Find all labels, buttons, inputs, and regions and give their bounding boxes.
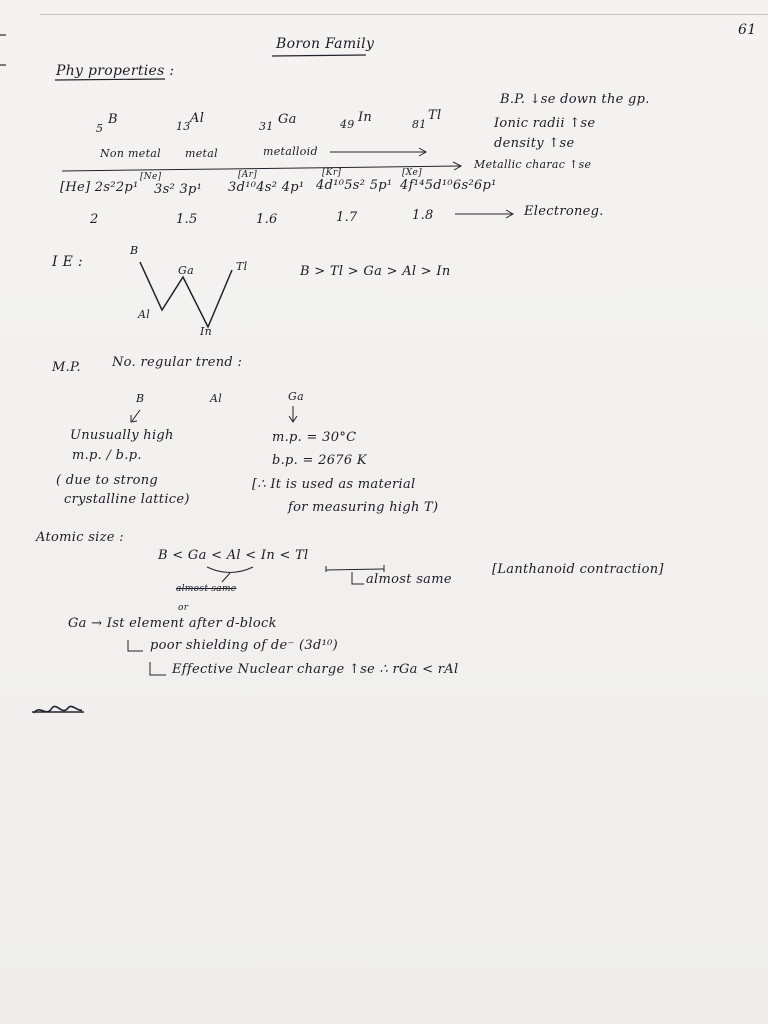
- lanthanoid-note: [Lanthanoid contraction]: [492, 562, 664, 577]
- atomic-number: 13: [176, 120, 191, 133]
- config-al: 3s² 3p¹: [154, 182, 203, 197]
- atomic-number: 31: [259, 120, 274, 133]
- mp-b-line2: m.p. / b.p.: [72, 448, 142, 463]
- trend-item: density ↑se: [494, 136, 575, 151]
- ga-note-1: Ga → Ist element after d-block: [68, 616, 277, 631]
- electroneg-value: 2: [90, 212, 99, 227]
- config-core: [Xe]: [402, 168, 422, 178]
- atomic-size-order: B < Ga < Al < In < Tl: [158, 548, 309, 563]
- ie-point-ga: Ga: [178, 264, 194, 277]
- ie-point-tl: Tl: [236, 260, 248, 273]
- element-symbol: Al: [190, 111, 205, 126]
- config-core: [Ne]: [140, 172, 162, 182]
- mp-heading: M.P.: [52, 360, 81, 375]
- page-number: 61: [738, 22, 757, 38]
- electroneg-value: 1.8: [412, 208, 434, 223]
- nature-label: Non metal: [100, 147, 161, 160]
- nature-label: metal: [185, 147, 218, 160]
- config-core: [Ar]: [238, 170, 258, 180]
- trend-item: Ionic radii ↑se: [494, 116, 596, 131]
- ga-note-3: Effective Nuclear charge ↑se ∴ rGa < rAl: [172, 662, 459, 677]
- config-ga: 3d¹⁰4s² 4p¹: [228, 180, 305, 195]
- nature-label: metalloid: [263, 145, 318, 158]
- config-tl: 4f¹⁴5d¹⁰6s²6p¹: [400, 178, 497, 193]
- atomic-number: 5: [96, 122, 104, 135]
- mp-ga-mp: m.p. = 30°C: [272, 430, 357, 445]
- or-mark: or: [178, 603, 189, 613]
- electroneg-value: 1.7: [336, 210, 358, 225]
- mp-b-line1: Unusually high: [70, 428, 174, 443]
- mp-note: No. regular trend :: [112, 355, 243, 370]
- page-title: Boron Family: [276, 36, 375, 52]
- element-symbol: B: [108, 112, 118, 127]
- atomic-number: 81: [412, 118, 427, 131]
- element-symbol: In: [358, 110, 373, 125]
- trend-item: B.P. ↓se down the gp.: [500, 92, 650, 107]
- mp-ga-use: [∴ It is used as material: [252, 477, 416, 492]
- mp-ga-bp: b.p. = 2676 K: [272, 453, 367, 468]
- mp-col-b: B: [136, 392, 145, 405]
- element-symbol: Tl: [428, 108, 442, 123]
- mp-ga-use2: for measuring high T): [288, 500, 439, 515]
- ie-point-in: In: [200, 325, 213, 338]
- trend-item: Metallic charac ↑se: [474, 158, 592, 171]
- section-heading-phy: Phy properties :: [56, 63, 175, 79]
- electroneg-label: Electroneg.: [524, 204, 604, 219]
- config-core: [Kr]: [322, 168, 342, 178]
- config-b: [He] 2s²2p¹: [60, 180, 139, 195]
- config-in: 4d¹⁰5s² 5p¹: [316, 178, 393, 193]
- ie-heading: I E :: [52, 254, 83, 270]
- atomic-size-heading: Atomic size :: [36, 530, 124, 545]
- ga-note-2: poor shielding of de⁻ (3d¹⁰): [150, 638, 339, 653]
- electroneg-value: 1.6: [256, 212, 278, 227]
- mp-b-line3: ( due to strong: [56, 473, 159, 488]
- crossed-out-text: almost same: [176, 584, 237, 594]
- mp-col-ga: Ga: [288, 390, 304, 403]
- almost-same-note: almost same: [366, 572, 452, 587]
- element-symbol: Ga: [278, 112, 297, 127]
- mp-col-al: Al: [210, 392, 223, 405]
- mp-b-line4: crystalline lattice): [64, 492, 190, 507]
- ie-point-al: Al: [138, 308, 151, 321]
- ie-point-b: B: [130, 244, 139, 257]
- electroneg-value: 1.5: [176, 212, 198, 227]
- atomic-number: 49: [340, 118, 355, 131]
- ie-order: B > Tl > Ga > Al > In: [300, 264, 451, 279]
